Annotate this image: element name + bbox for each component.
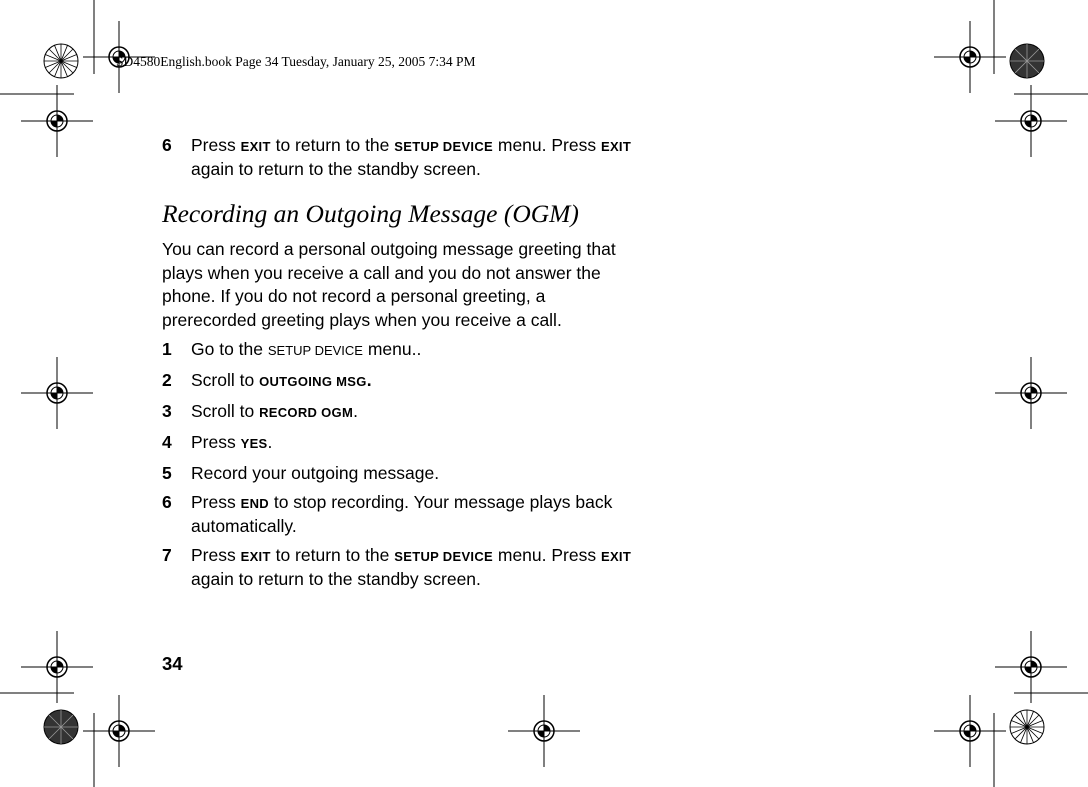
step-number: 1	[162, 339, 172, 359]
step-number: 6	[162, 492, 172, 512]
step-number: 2	[162, 370, 172, 390]
registration-mark-icon	[934, 21, 1006, 93]
key-name: EXIT	[600, 549, 632, 564]
key-name: YES	[240, 436, 268, 451]
key-name: EXIT	[240, 139, 271, 154]
menu-name: OUTGOING MSG	[259, 374, 367, 389]
registration-mark-icon	[21, 631, 93, 703]
page-number: 34	[162, 653, 183, 674]
step-item: 1 Go to the SETUP DEVICE menu..	[162, 339, 422, 359]
registration-mark-icon	[21, 85, 93, 157]
menu-name: RECORD OGM	[259, 405, 354, 420]
section-heading: Recording an Outgoing Message (OGM)	[162, 199, 579, 228]
starburst-icon	[44, 710, 78, 744]
page-content	[162, 134, 642, 597]
registration-mark-icon	[995, 357, 1067, 429]
intro-paragraph: You can record a personal outgoing message greeting that plays when you receive a call and you do not answer the phone. If you do not record a personal greeting, a prerecorded greeting plays when you receive a call.	[162, 239, 616, 330]
starburst-icon	[1010, 710, 1044, 744]
step-item: 6 Press END to stop recording. Your message plays back automatically.	[162, 492, 613, 536]
registration-mark-icon	[995, 631, 1067, 703]
registration-mark-icon	[934, 695, 1006, 767]
step-number: 3	[162, 401, 172, 421]
book-slug-line: SD4580English.book Page 34 Tuesday, January 25, 2005 7:34 PM	[116, 54, 476, 69]
step-item: 6 Press EXIT to return to the SETUP DEVICE menu. Press EXIT again to return to the standby screen.	[162, 135, 632, 179]
starburst-icon	[1010, 44, 1044, 78]
key-name: EXIT	[240, 549, 271, 564]
menu-name: SETUP DEVICE	[267, 343, 363, 358]
key-name: EXIT	[600, 139, 632, 154]
step-item: 5 Record your outgoing message.	[162, 463, 440, 483]
step-item: 2 Scroll to OUTGOING MSG.	[162, 370, 372, 390]
step-number: 4	[162, 432, 172, 452]
step-item: 7 Press EXIT to return to the SETUP DEVICE menu. Press EXIT again to return to the standby screen.	[162, 545, 632, 589]
menu-name: SETUP DEVICE	[394, 139, 493, 154]
registration-mark-icon	[21, 357, 93, 429]
menu-name: SETUP DEVICE	[394, 549, 493, 564]
step-number: 7	[162, 545, 172, 565]
registration-mark-icon	[508, 695, 580, 767]
key-name: END	[240, 496, 269, 511]
step-item: 3 Scroll to RECORD OGM.	[162, 401, 358, 421]
step-number: 5	[162, 463, 172, 483]
step-item: 4 Press YES.	[162, 432, 273, 452]
registration-mark-icon	[995, 85, 1067, 157]
starburst-icon	[44, 44, 78, 78]
step-number: 6	[162, 135, 172, 155]
